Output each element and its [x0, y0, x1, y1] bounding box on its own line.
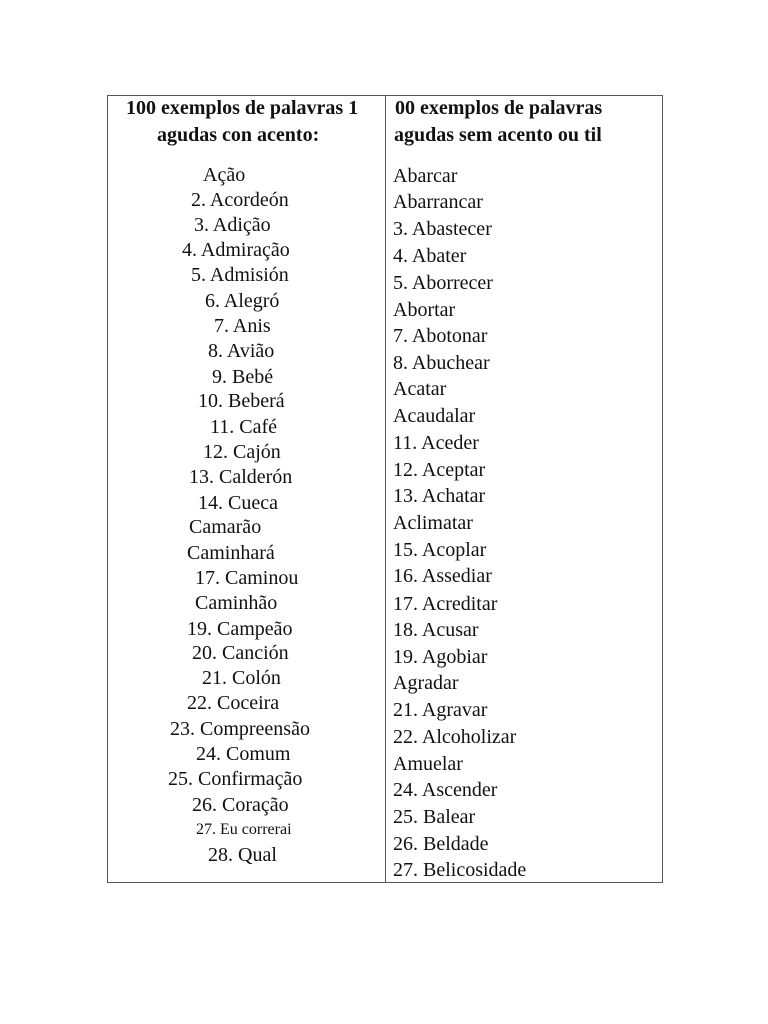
right-header-line1: 00 exemplos de palavras: [395, 97, 603, 119]
left-item: Camarão: [189, 516, 262, 538]
left-item: 10. Beberá: [198, 390, 285, 412]
right-item: 7. Abotonar: [393, 325, 488, 347]
right-item: 5. Aborrecer: [393, 272, 493, 294]
left-item: 26. Coração: [192, 794, 289, 816]
right-item: 24. Ascender: [393, 779, 498, 801]
right-item: Aclimatar: [393, 512, 473, 534]
left-item: 3. Adição: [194, 214, 271, 236]
right-item: Amuelar: [393, 753, 463, 775]
left-item: 24. Comum: [196, 743, 291, 765]
right-item: 25. Balear: [393, 806, 476, 828]
column-divider: [385, 95, 386, 883]
left-item: 19. Campeão: [187, 618, 293, 640]
right-item: 11. Aceder: [393, 432, 479, 454]
right-item: 21. Agravar: [393, 699, 488, 721]
right-item: Abarrancar: [393, 191, 483, 213]
left-item: 11. Café: [210, 416, 278, 438]
right-item: 18. Acusar: [393, 619, 479, 641]
left-item: 8. Avião: [208, 340, 275, 362]
right-item: Agradar: [393, 672, 459, 694]
left-item: Ação: [203, 164, 246, 186]
left-item: 4. Admiração: [182, 239, 290, 261]
right-item: 8. Abuchear: [393, 352, 490, 374]
left-item: 17. Caminou: [195, 567, 299, 589]
left-item: 28. Qual: [208, 844, 277, 866]
left-item: 5. Admisión: [191, 264, 289, 286]
left-header-line2: agudas con acento:: [157, 124, 320, 146]
right-item: 27. Belicosidade: [393, 859, 527, 881]
left-item: 22. Coceira: [187, 692, 280, 714]
right-item: 19. Agobiar: [393, 646, 488, 668]
right-item: 3. Abastecer: [393, 218, 492, 240]
left-item: 7. Anis: [214, 315, 271, 337]
left-header-line1: 100 exemplos de palavras 1: [126, 97, 359, 119]
right-item: 22. Alcoholizar: [393, 726, 517, 748]
left-item: 6. Alegró: [205, 290, 280, 312]
left-item: 12. Cajón: [203, 441, 281, 463]
left-item: 2. Acordeón: [191, 189, 289, 211]
right-item: 17. Acreditar: [393, 593, 498, 615]
right-item: Abortar: [393, 299, 456, 321]
left-item: 23. Compreensão: [170, 718, 310, 740]
left-item: 9. Bebé: [212, 366, 274, 388]
left-item: 25. Confirmação: [168, 768, 303, 790]
right-item: Acaudalar: [393, 405, 476, 427]
left-item: 14. Cueca: [198, 492, 278, 514]
right-header-line2: agudas sem acento ou til: [394, 124, 602, 146]
left-item: 27. Eu correrai: [196, 821, 292, 838]
right-item: 16. Assediar: [393, 565, 492, 587]
left-item: Caminhará: [187, 542, 275, 564]
right-item: 12. Aceptar: [393, 459, 486, 481]
left-item: 21. Colón: [202, 667, 281, 689]
right-item: 13. Achatar: [393, 485, 486, 507]
right-item: 4. Abater: [393, 245, 467, 267]
right-item: Acatar: [393, 378, 447, 400]
left-item: 13. Calderón: [189, 466, 293, 488]
right-item: 26. Beldade: [393, 833, 489, 855]
right-item: 15. Acoplar: [393, 539, 487, 561]
left-item: Caminhão: [195, 592, 278, 614]
right-item: Abarcar: [393, 165, 458, 187]
left-item: 20. Canción: [192, 642, 289, 664]
